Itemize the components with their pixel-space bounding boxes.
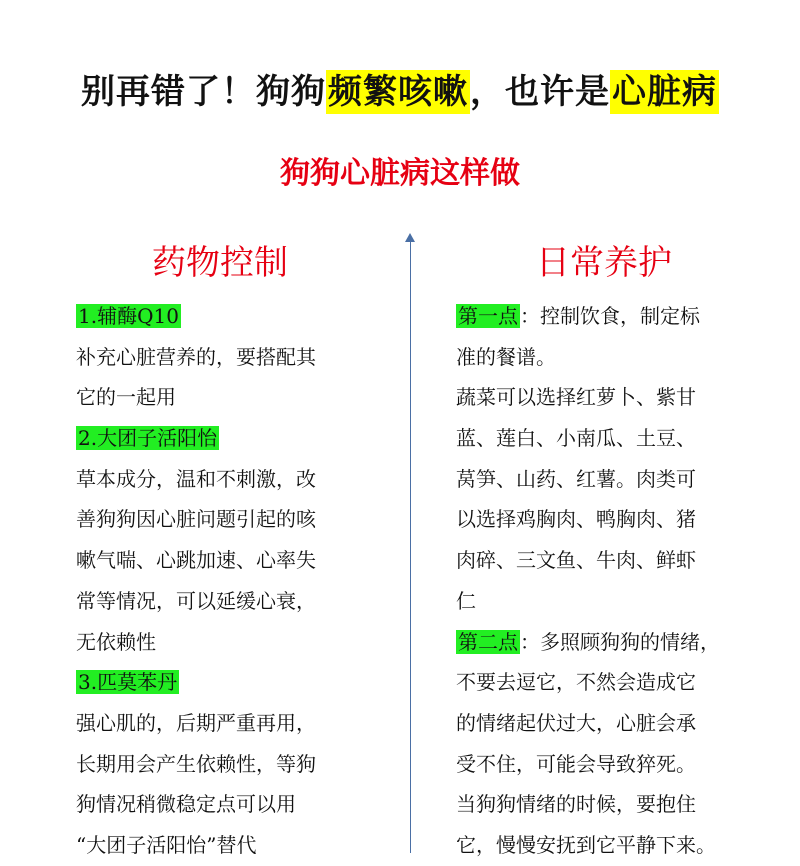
body-line: 莴笋、山药、红薯。肉类可	[456, 466, 696, 491]
body-line: 肉碎、三文鱼、牛肉、鲜虾	[456, 548, 696, 573]
body-line: 它的一起用	[76, 385, 176, 410]
item-tag-line	[76, 296, 376, 337]
item-tag-line	[456, 622, 756, 663]
body-line: “大团子活阳怡”替代	[76, 832, 257, 857]
title-highlight-heart-disease: 心脏病	[612, 72, 717, 112]
item-tag: 3.匹莫苯丹	[78, 670, 178, 695]
title-highlight-cough: 频繁咳嗽	[328, 72, 468, 112]
item-tag-line	[76, 662, 376, 703]
body-line: 常等情况，可以延缓心衰，	[76, 588, 316, 613]
body-line: 草本成分，温和不刺激，改	[76, 466, 316, 491]
body-line: 补充心脏营养的，要搭配其	[76, 344, 316, 369]
column-divider	[410, 240, 411, 853]
body-line: 善狗狗因心脏问题引起的咳	[76, 507, 316, 532]
body-line: 当狗狗情绪的时候，要抱住	[456, 792, 696, 817]
body-line: 狗情况稍微稳定点可以用	[76, 792, 296, 817]
body-line: 准的餐谱。	[456, 344, 556, 369]
item-tag-rest: ：控制饮食，制定标	[520, 304, 700, 328]
item-tag: 第一点	[458, 304, 518, 328]
body-line: 以选择鸡胸肉、鸭胸肉、猪	[456, 507, 696, 532]
right-column	[456, 240, 756, 866]
body-line: 蓝、莲白、小南瓜、土豆、	[456, 426, 696, 451]
page-title	[0, 64, 800, 113]
body-line: 无依赖性	[76, 629, 156, 654]
body-line: 仁	[456, 588, 476, 613]
right-column-heading: 日常养护	[536, 243, 672, 283]
item-tag-line	[76, 418, 376, 459]
body-line: 嗽气喘、心跳加速、心率失	[76, 548, 316, 573]
body-line: 的情绪起伏过大，心脏会承	[456, 710, 696, 735]
item-tag-rest: ：多照顾狗狗的情绪，	[520, 629, 720, 654]
left-column-heading: 药物控制	[152, 243, 288, 283]
body-line: 长期用会产生依赖性，等狗	[76, 751, 316, 776]
body-line: 强心肌的，后期严重再用，	[76, 710, 316, 735]
item-tag-line	[456, 296, 756, 337]
item-tag: 第二点	[458, 629, 518, 654]
item-tag: 1.辅酶Q10	[78, 304, 179, 328]
body-line: 不要去逗它，不然会造成它	[456, 670, 696, 695]
left-column	[76, 240, 376, 866]
page-subtitle: 狗狗心脏病这样做	[280, 156, 520, 191]
body-line: 蔬菜可以选择红萝卜、紫甘	[456, 385, 696, 410]
item-tag: 2.大团子活阳怡	[78, 426, 218, 451]
body-line: 它，慢慢安抚到它平静下来。	[456, 832, 716, 857]
title-part-1: 别再错了！狗狗	[81, 72, 326, 112]
title-part-2: ，也许是	[470, 72, 610, 112]
body-line: 受不住，可能会导致猝死。	[456, 751, 696, 776]
